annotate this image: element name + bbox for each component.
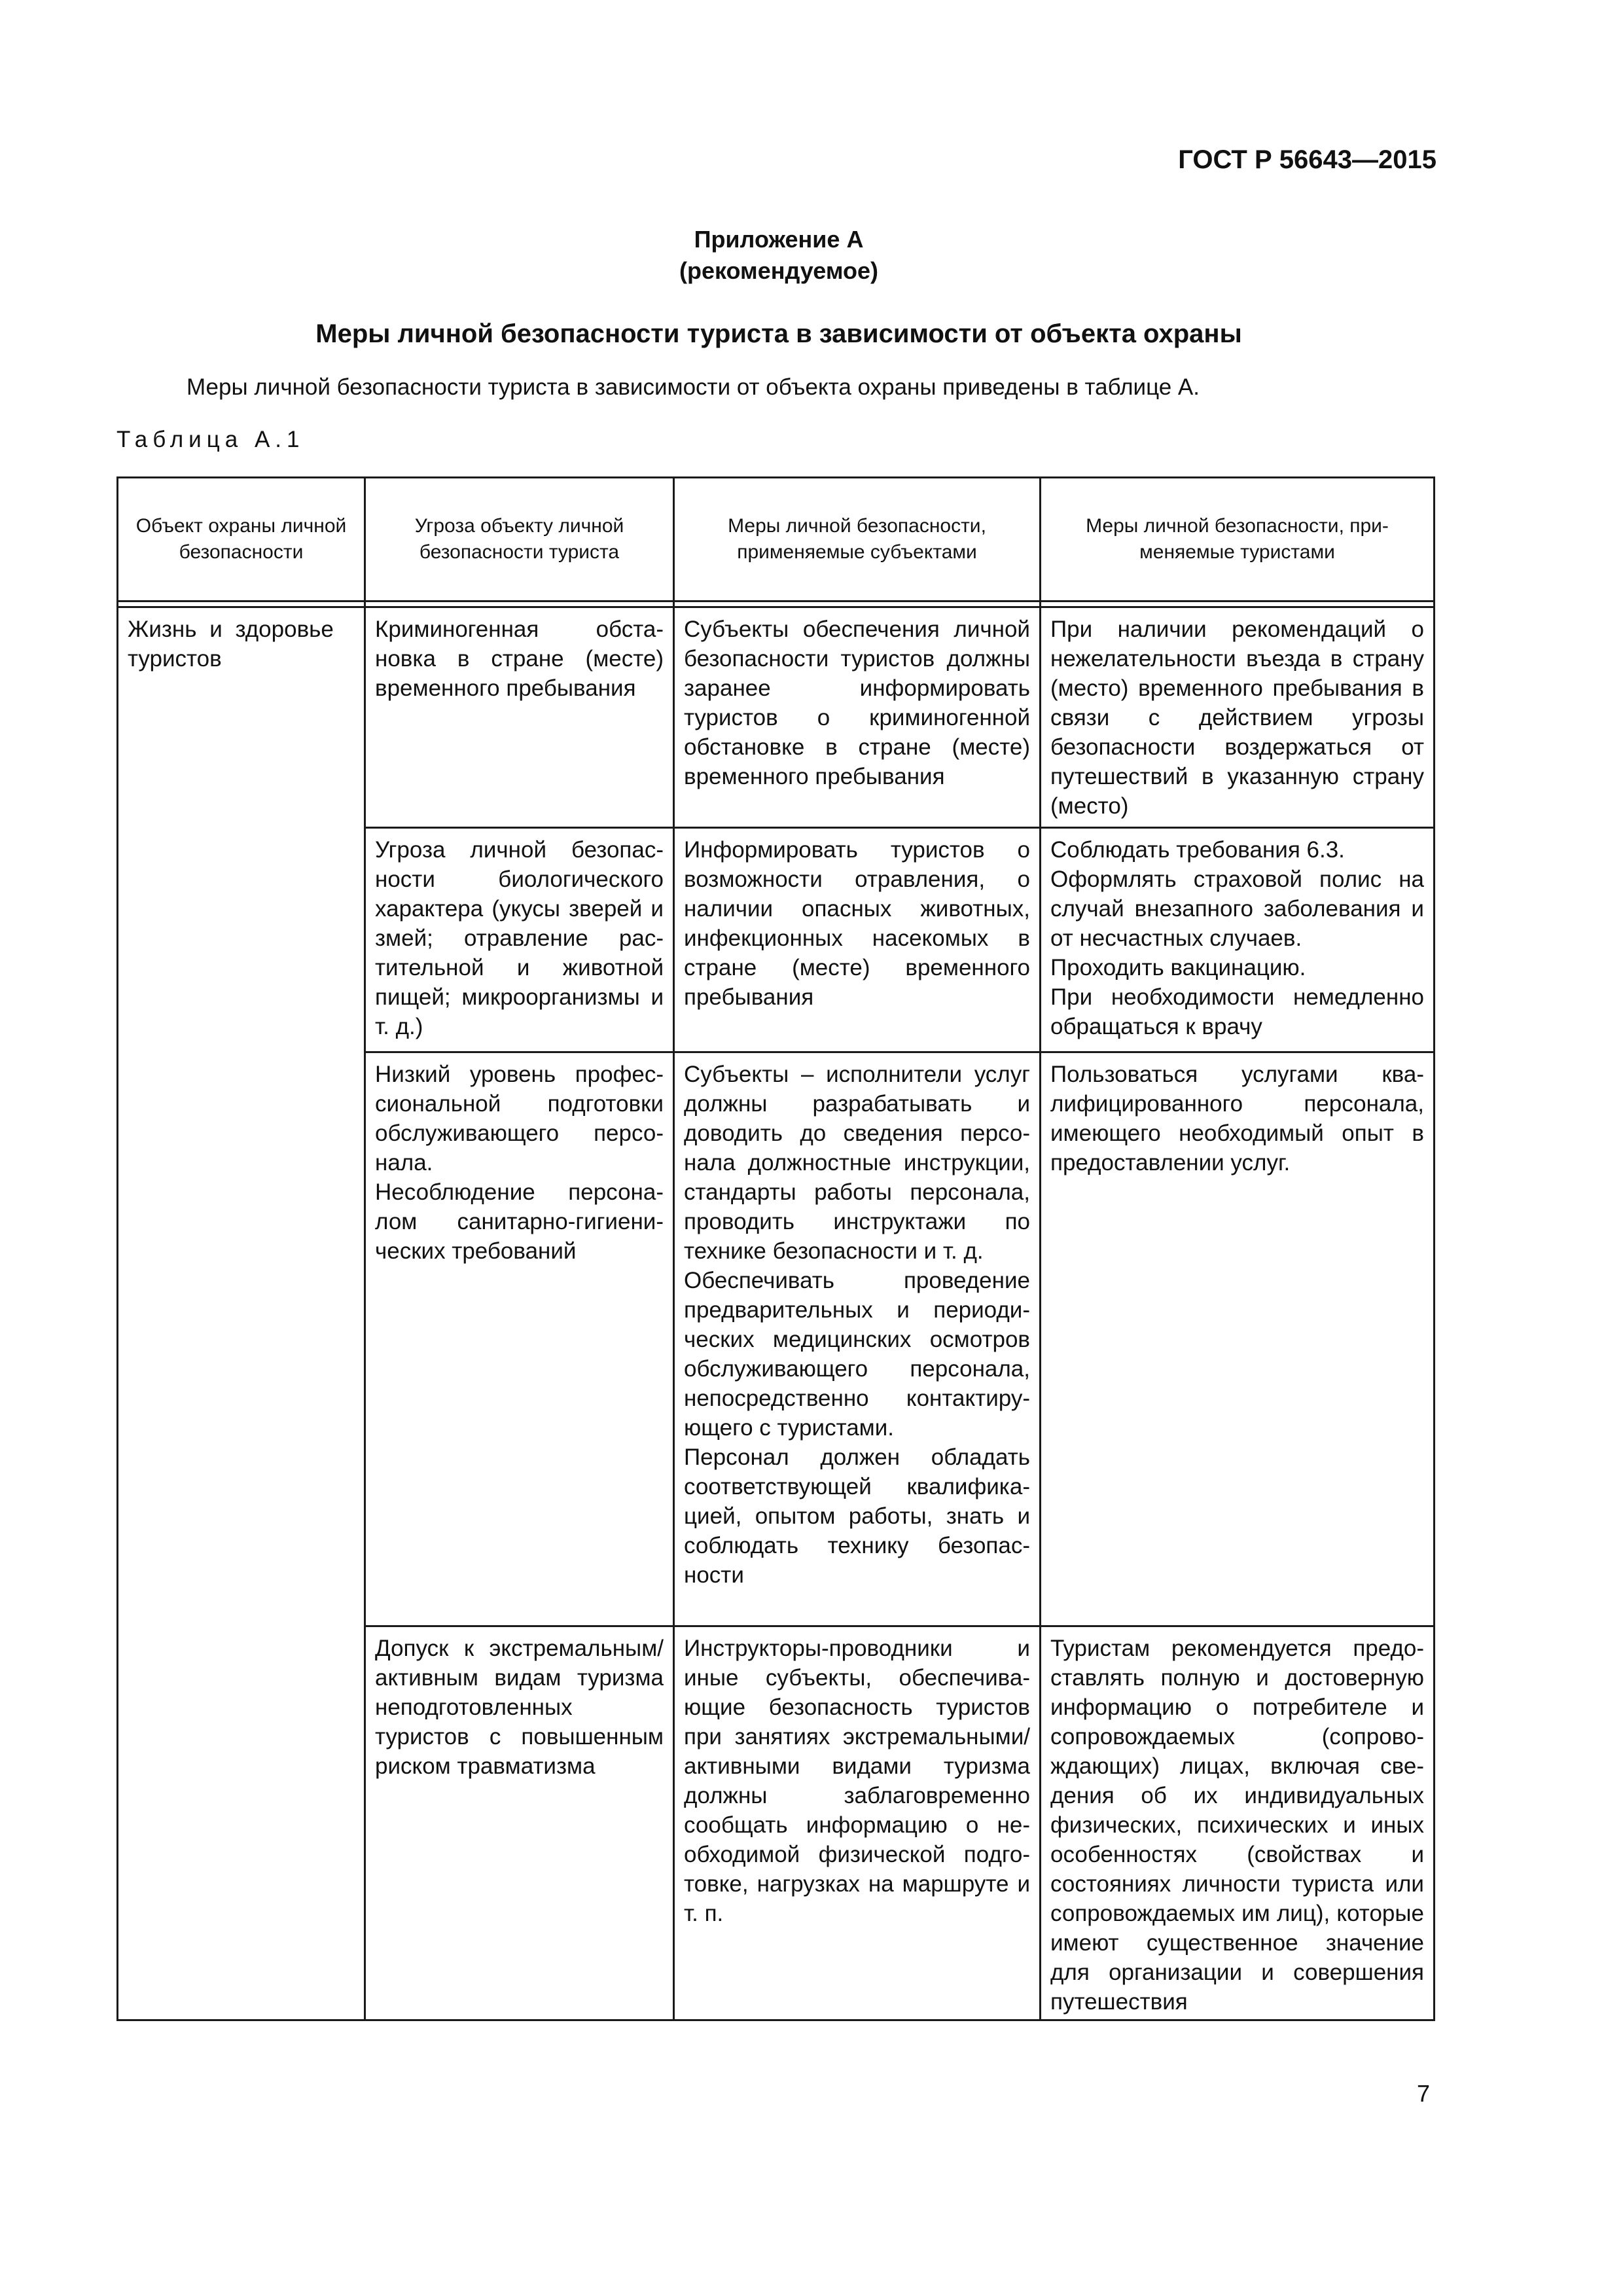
threat-cell: Угроза личной безопасности биологического характера (укусы зверей и змей; отравление растительной и животной пищей; микроорганизмы и т. д.): [365, 828, 674, 1052]
threat-cell: Допуск к экстремальным/активным видам туризма неподготовленных туристов с повышенным риском травматизма: [365, 1626, 674, 2020]
subject-measures-cell: Субъекты – исполнители услуг должны разрабатывать и доводить до сведения персонала должностные инструкции, стандарты работы персонала, проводить инструктажи по технике безопасности и т. д. Обеспечивать проведение предварительных и периодических медицинских осмотров обслуживающего персонала, непосредственно контактирующего с туристами. Персонал должен обладать соответствующей квалификацией, опытом работы, знать и соблюдать технику безопасности: [674, 1052, 1041, 1626]
subject-measures-cell: Инструкторы-проводники и иные субъекты, обеспечивающие безопасность туристов при занятиях экстремальными/активными видами туризма должны заблаговременно сообщать информацию о необходимой физической подготовке, нагрузках на маршруте и т. п.: [674, 1626, 1041, 2020]
header-threat: Угроза объекту личной безопасности туриста: [365, 478, 674, 601]
subject-measures-cell: Субъекты обеспечения личной безопасности туристов должны заранее информировать туристов о криминогенной обстановке в стране (месте) временного пребывания: [674, 607, 1041, 828]
table-header-row: [118, 478, 1435, 601]
document-code: ГОСТ Р 56643—2015: [1178, 145, 1436, 174]
tourist-measures-cell: Пользоваться услугами квалифицированного персонала, имеющего необходимый опыт в предоставлении услуг.: [1041, 1052, 1435, 1626]
header-object: Объект охраны личной безопасности: [118, 478, 365, 601]
threat-cell: Низкий уровень профессиональной подготовки обслуживающего персонала. Несоблюдение персоналом санитарно-гигиенических требований: [365, 1052, 674, 1626]
header-subject-measures: Меры личной безопасности, применяемые субъектами: [674, 478, 1041, 601]
appendix-heading: [0, 224, 1558, 287]
header-tourist-measures: Меры личной безопасности, применяемые туристами: [1041, 478, 1435, 601]
tourist-measures-cell: Туристам рекомендуется предоставлять полную и достоверную информацию о потребителе и сопровождаемых (сопровождающих) лицах, включая сведения об их индивидуальных физических, психических и иных особенностях (свойствах и состояниях личности туриста или сопровождаемых им лиц), которые имеют существенное значение для организации и совершения путешествия: [1041, 1626, 1435, 2020]
appendix-label: Приложение А: [694, 226, 864, 253]
threat-cell: Криминогенная обстановка в стране (месте) временного пребывания: [365, 607, 674, 828]
measures-table: [116, 476, 1435, 2021]
tourist-measures-cell: Соблюдать требования 6.3. Оформлять страховой полис на случай внезапного заболевания и от несчастных случаев. Проходить вакцинацию. При необходимости немедленно обращаться к врачу: [1041, 828, 1435, 1052]
table-row: [118, 607, 1435, 828]
object-cell: Жизнь и здоровье туристов: [118, 607, 365, 2020]
tourist-measures-cell: При наличии рекомендаций о нежелательности въезда в страну (место) временного пребывания в связи с действием угрозы безопасности воздержаться от путешествий в указанную страну (место): [1041, 607, 1435, 828]
subject-measures-cell: Информировать туристов о возможности отравления, о наличии опасных животных, инфекционных насекомых в стране (месте) временного пребывания: [674, 828, 1041, 1052]
page-title: Меры личной безопасности туриста в зависимости от объекта охраны: [315, 319, 1242, 348]
appendix-status: (рекомендуемое): [679, 257, 878, 284]
page-number: 7: [1417, 2080, 1431, 2107]
table-label: Таблица А.1: [116, 427, 305, 452]
header-separator: [118, 601, 1435, 607]
intro-paragraph: Меры личной безопасности туриста в зависимости от объекта охраны приведены в таблице А.: [187, 374, 1200, 400]
